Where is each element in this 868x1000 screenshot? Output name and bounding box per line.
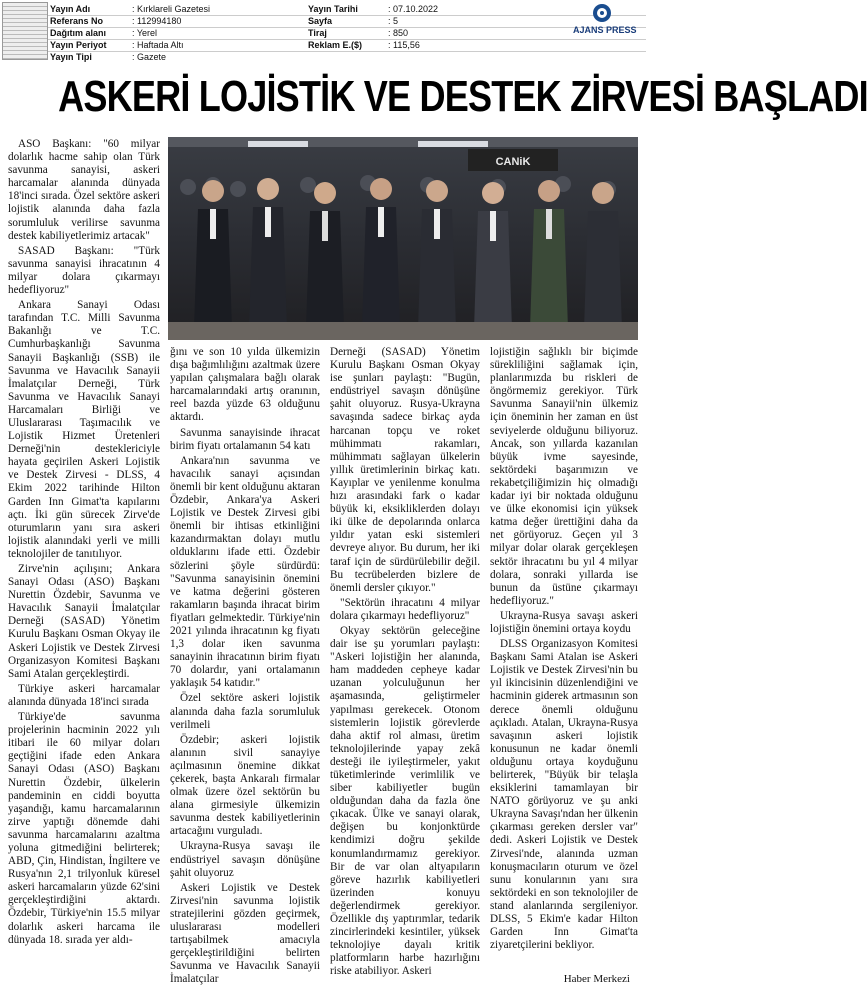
- paragraph: Özdebir; askeri lojistik alanının sivil sanayiye açılmasının önemine dikkat çekerek, başta Ankaralı firmalar olmak üzere özel sektörün bu alana girmesiyle ülkemizin savunma destek kabiliyetlerinin artacağını vurguladı.: [170, 733, 320, 838]
- meta-label: Yayın Adı: [50, 4, 91, 14]
- meta-divider: [48, 39, 646, 40]
- article-column-4: [490, 346, 638, 954]
- meta-divider: [48, 51, 646, 52]
- meta-label: Sayfa: [308, 16, 333, 26]
- meta-value: 07.10.2022: [393, 4, 439, 14]
- meta-label: Reklam E.($): [308, 40, 363, 50]
- subheading: "Sektörün ihracatını 4 milyar dolara çıkarmayı hedefliyoruz": [330, 596, 480, 622]
- ajans-press-logo-icon: [593, 4, 611, 22]
- meta-divider: [48, 15, 646, 16]
- banner-text: CANiK: [495, 156, 531, 168]
- meta-label: Referans No: [50, 16, 104, 26]
- paragraph: ASO Başkanı: "60 milyar dolarlık hacme sahip olan Türk savunma sanayisi, askeri harcamalar alanında dünyada 18'inci sırada. Özel sektöre askeri lojistik alanında daha fazla sorumluluk verilirse savunma destek kabiliyetlerimiz artacak": [8, 138, 160, 242]
- summit-opening-photo: [168, 137, 638, 340]
- paragraph: lojistiğin sağlıklı bir biçimde sürekliliğini sağlamak için, planlarımızda bu riskleri de öngörmemiz gerekiyor. Türk Savunma Sanayii'nin ülkemiz için öneminin her zaman en üst seviyelerde olduğunu biliyoruz. Ancak, son yıllarda kazanılan büyük ivme sayesinde, sektördeki başarımızın ve rekabetçiliğimizin hiç olmadığı kadar iyi bir noktada olduğunu ve ülke ekonomisi için yüksek katma değer ürettiğini daha da net görüyoruz. Geçen yıl 3 milyar dolar olarak gerçekleşen sektör ihracatını bu yıl 4 milyar dolara, sonraki yıllarda ise bunun da üstüne çıkarmayı hedefliyoruz.": [490, 346, 638, 607]
- article-column-2: [170, 346, 320, 989]
- article-column-3: [330, 346, 480, 981]
- meta-value: Yerel: [136, 28, 158, 38]
- subheading: Türkiye askeri harcamalar alanında dünyada 18'inci sırada: [8, 682, 160, 708]
- meta-value: 115,56: [393, 40, 420, 50]
- paragraph: Derneği (SASAD) Yönetim Kurulu Başkanı Osman Okyay ise şunları paylaştı: "Bugün, endüstriyel savaşın dönüşüne şahit oluyoruz. Rusya-Ukrayna savaşında sadece birkaç ayda harcanan topçu ve roket mühimmatı rakamları, mühimmatı sağlayan ülkelerin yıllık üretimlerinin birkaç katı. Kayıplar ve yenilenme konulma hızı arasındaki fark o kadar büyük ki, eksikliklerden dolayı iki ülke de depolarında onlarca yıldır yatan eski sistemleri devreye alıyor. Bu durum, her iki taraf için de sürdürülebilir değil. Bu tecrübelerden bizlere de önemli dersler çıkıyor.": [330, 346, 480, 594]
- subheading: Özel sektöre askeri lojistik alanında daha fazla sorumluluk verilmeli: [170, 692, 320, 731]
- meta-value: 5: [393, 16, 399, 26]
- meta-divider: [48, 27, 646, 28]
- paragraph: Ankara Sanayi Odası tarafından T.C. Milli Savunma Bakanlığı ve T.C. Cumhurbaşkanlığı Savunma Sanayii Başkanlığı (SSB) ile Savunma ve Havacılık Sanayii İmalatçılar Derneği, Türk Savunma ve Havacılık Sanayi Harcamaları Birliği ve Uluslararası Taşımacılık ve Lojistik Hizmet Üretenleri Derneği'nin desteklericiyle hayata geçirilen Askeri Lojistik ve Destek Zirvesi - DLSS, 4 Ekim 2022 tarihinde Hilton Garden Inn Gimat'ta kapılarını açtı. İki gün sürecek Zirve'de oturumların yanı sıra askeri lojistik alanındaki yerli ve milli teknolojiler de tanıtılıyor.: [8, 299, 160, 560]
- meta-label: Dağıtım alanı: [50, 28, 107, 38]
- meta-value: 850: [393, 28, 409, 38]
- headline: ASKERİ LOJİSTİK VE DESTEK ZİRVESİ BAŞLADI: [58, 72, 868, 121]
- meta-value: Gazete: [137, 52, 167, 62]
- meta-value: 112994180: [137, 16, 182, 26]
- subheading: Savunma sanayisinde ihracat birim fiyatı ortalamanın 54 katı: [170, 426, 320, 452]
- paragraph: SASAD Başkanı: "Türk savunma sanayisi ihracatının 4 milyar dolara çıkarmayı hedefliyoruz": [8, 244, 160, 297]
- paragraph: Askeri Lojistik ve Destek Zirvesi'nin savunma lojistik stratejilerini gözden geçirmek, uluslararası modelleri tartışabilmek amacıyla gerçekleştirildiğini belirten Savunma ve Havacılık Sanayii İmalatçılar: [170, 881, 320, 986]
- page-thumbnail: [2, 2, 48, 60]
- meta-label: Yayın Tipi: [50, 52, 92, 62]
- byline: Haber Merkezi: [563, 973, 630, 985]
- paragraph: Ankara'nın savunma ve havacılık sanayi açısından önemli bir kent olduğunu aktaran Özdebir, Ankara'ya Askeri Lojistik ve Destek Zirvesi gibi önemli bir ihtisas etkinliğini kazandırmaktan dolayı mutlu olduklarını ifade etti. Özdebir sözlerini şöyle sürdürdü: "Savunma sanayisinin önemini ve katma değerini gösteren rakamların başında ihracat birim fiyatları gelmektedir. Türkiye'nin 2021 yılında ihracatının kg fiyatı 1,3 dolar iken savunma sanayinin ihracatının birim fiyatı 70 dolardır, yani ortalamanın yaklaşık 54 katıdır.": [170, 454, 320, 690]
- meta-value: Kırklareli Gazetesi: [137, 4, 211, 14]
- article-column-1: [8, 138, 160, 949]
- meta-label: Yayın Periyot: [50, 40, 107, 50]
- meta-left: Yayın Adı : Kırklareli Gazetesi Referans No : 112994180 Dağıtım alanı : Yerel Yayın Periyot : Haftada Altı Yayın Tipi : Gazete: [50, 4, 211, 62]
- paragraph: Türkiye'de savunma projelerinin hacminin 2022 yılı itibari ile 60 milyar doları geçtiğini ifade eden Ankara Sanayi Odası (ASO) Başkanı Nurettin Özdebir, ülkelerin pandeminin en ciddi boyutta yaşandığı, kamu harcamalarının zirve yaptığı dönemde dahi savunma harcamalarını azaltma yoluna gitmediğini belirterek; ABD, Çin, Hindistan, İngiltere ve Rusya'nın 2,1 trilyonluk küresel askeri harcamaların yüzde 62'sini gerçekleştirdiğini aktardı. Özdebir, Türkiye'nin 15.5 milyar dolarlık askeri harcama ile dünyada 18. sırada yer aldı-: [8, 711, 160, 946]
- ajans-press-logo-text: AJANS PRESS: [573, 25, 637, 35]
- paragraph: DLSS Organizasyon Komitesi Başkanı Sami Atalan ise Askeri Lojistik ve Destek Zirvesi'nin bu yıl ikincisinin düzenlendiğini ve hacminin giderek artmasının son derece önemli olduğunu açıkladı. Atalan, Ukrayna-Rusya savaşının askeri lojistik konusunun ne kadar önemli olduğunu ortaya koyduğunu belirterek, "Büyük bir telaşla eksiklerini tamamlayan bir NATO görüyoruz ve şu anki Ukrayna Savaşı'ndan her ülkenin çıkarması gereken dersler var" dedi. Askeri Lojistik ve Destek Zirvesi'nde, alanında uzman konuşmacıların oturum ve özel sunu konularının yanı sıra sektördeki en son teknolojiler de stand alanlarında sergileniyor. DLSS, 5 Ekim'e kadar Hilton Garden Inn Gimat'ta ziyaretçilerini bekliyor.: [490, 638, 638, 952]
- photo-illustration: [168, 137, 638, 340]
- paragraph: Zirve'nin açılışını; Ankara Sanayi Odası (ASO) Başkanı Nurettin Özdebir, Savunma ve Havacılık Sanayii İmalatçılar Derneği (SASAD) Yönetim Kurulu Başkanı Osman Okyay ile Askeri Lojistik ve Destek Zirvesi Organizasyon Komitesi Başkanı Sami Atalan gerçekleştirdi.: [8, 563, 160, 680]
- meta-right: Yayın Tarihi : 07.10.2022 Sayfa : 5 Tiraj : 850 Reklam E.($) : 115,56: [308, 4, 439, 50]
- paragraph: Okyay sektörün geleceğine dair ise şu yorumları paylaştı: "Askeri lojistiğin her alanında, ham maddeden cepheye kadar uzanan yolculuğunun her aşamasında, geliştirmeler yapılması gerekecek. Otonom sistemlerin lojistik görevlerde daha aktif rol alması, üretim teknolojilerinde yapay zekâ desteği ile iyileştirmeler, yakıt tüketimlerinde verimlilik ve siber kabiliyetler bugün olduğundan daha da fazla öne çıkacak. Ülke ve sanayi olarak, değişen bu konjonktürde kendimizi doğru şekilde konumlandırmamız gerekiyor. Bir de var olan altyapıların göreve hazırlık kabiliyetleri üzerinden konuyu değerlendirmek gerekiyor. Özellikle dış yaptırımlar, tedarik zincirlerindeki kesintiler, yüksek teknolojiye dayalı kritik platformların harbe hazırlığını riske atabiliyor. Askeri: [330, 624, 480, 978]
- subheading: Ukrayna-Rusya savaşı askeri lojistiğin önemini ortaya koydu: [490, 609, 638, 635]
- meta-label: Yayın Tarihi: [308, 4, 358, 14]
- meta-label: Tiraj: [308, 28, 327, 38]
- subheading: Ukrayna-Rusya savaşı ile endüstriyel savaşın dönüşüne şahit oluyoruz: [170, 840, 320, 879]
- paragraph: ğını ve son 10 yılda ülkemizin dışa bağımlılığını azaltmak üzere yapılan çalışmalara bağlı olarak harcamalarındaki artış oranının, reel bazda yüzde 63 olduğunu aktardı.: [170, 346, 320, 424]
- meta-value: Haftada Altı: [137, 40, 184, 50]
